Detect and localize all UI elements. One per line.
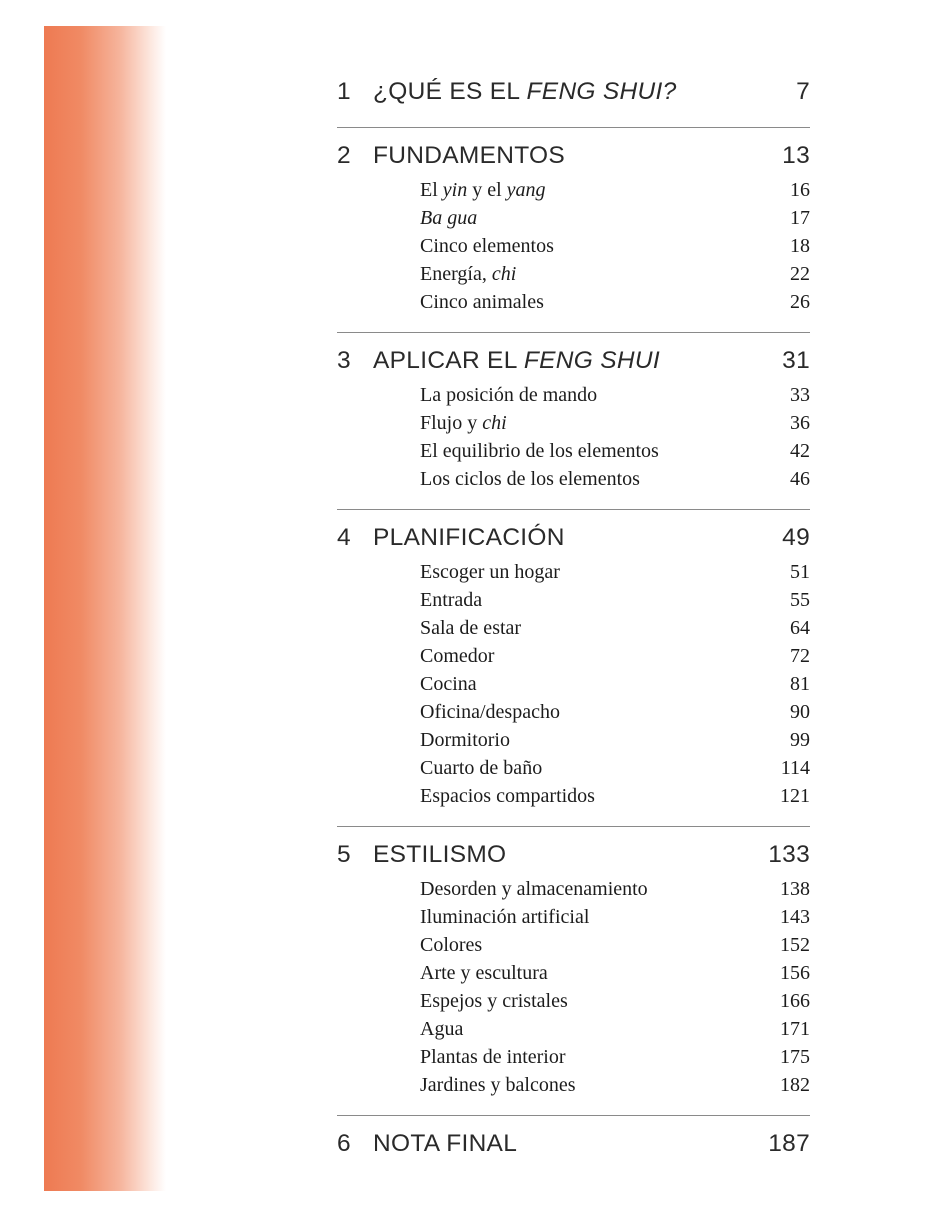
entry-label [420,990,780,1013]
entry-label [420,645,790,668]
entry-label [420,1046,780,1069]
entry-list [337,561,810,813]
entry-page-number: 121 [780,785,810,807]
entry-page-number: 22 [790,263,810,285]
entry-label-text: Arte y escultura [420,962,548,984]
section-number: 1 [337,78,351,105]
section-page-number: 187 [768,1130,810,1157]
entry-page-number: 99 [790,729,810,751]
entry-label [420,589,790,612]
section-title-italic: FENG SHUI [523,347,660,374]
entry-label [420,906,780,929]
entry-label [420,701,790,724]
entry-page-number: 175 [780,1046,810,1068]
entry-page-number: 81 [790,673,810,695]
entry-label [420,785,780,808]
entry-label [420,179,790,202]
entry-label-italic: chi [482,412,507,434]
entry-label [420,934,780,957]
entry-label [420,440,790,463]
entry-page-number: 46 [790,468,810,490]
section-heading[interactable] [337,524,810,560]
entry-label-text: Desorden y almacenamiento [420,878,648,900]
entry-list [337,179,810,319]
entry-list [337,384,810,496]
entry-page-number: 36 [790,412,810,434]
toc-section [337,78,810,128]
section-title [373,347,782,375]
entry-label [420,207,790,230]
entry-page-number: 182 [780,1074,810,1096]
section-number: 5 [337,841,351,868]
section-heading[interactable] [337,1130,810,1166]
toc-entry[interactable] [337,412,810,440]
entry-label-text: El equilibrio de los elementos [420,440,659,462]
section-title-text: ¿QUÉ ES EL [373,78,527,105]
toc-entry[interactable] [337,962,810,990]
toc-entry[interactable] [337,906,810,934]
section-title [373,841,768,869]
entry-label [420,291,790,314]
toc-entry[interactable] [337,561,810,589]
toc-entry[interactable] [337,291,810,319]
entry-label [420,1074,780,1097]
entry-label-text: Jardines y balcones [420,1074,576,1096]
section-page-number: 7 [796,78,810,105]
section-page-number: 13 [782,142,810,169]
section-title [373,1130,768,1158]
toc-entry[interactable] [337,440,810,468]
section-number: 6 [337,1130,351,1157]
entry-label-italic: chi [491,263,517,285]
entry-label-text: Energía, [420,263,492,285]
toc-entry[interactable] [337,934,810,962]
section-title-text: NOTA FINAL [373,1130,518,1157]
entry-label-text: Escoger un hogar [420,561,560,583]
entry-label [420,1018,780,1041]
section-heading[interactable] [337,78,810,114]
toc-section [337,1130,810,1179]
toc-entry[interactable] [337,235,810,263]
entry-label [420,263,790,286]
section-number: 2 [337,142,351,169]
entry-label-text: Los ciclos de los elementos [420,468,640,490]
section-title-text: APLICAR EL [373,347,524,374]
toc-entry[interactable] [337,1046,810,1074]
toc-entry[interactable] [337,729,810,757]
entry-label-text: Espejos y cristales [420,990,568,1012]
entry-list [337,878,810,1102]
toc-entry[interactable] [337,1074,810,1102]
toc-section [337,347,810,510]
entry-label [420,617,790,640]
entry-page-number: 90 [790,701,810,723]
entry-label-text: Oficina/despacho [420,701,560,723]
entry-label-text: Cuarto de baño [420,757,543,779]
toc-entry[interactable] [337,179,810,207]
entry-label-text: y el [467,179,507,201]
entry-label [420,729,790,752]
toc-section [337,841,810,1116]
entry-page-number: 166 [780,990,810,1012]
toc-entry[interactable] [337,701,810,729]
section-number: 4 [337,524,351,551]
toc-entry[interactable] [337,990,810,1018]
section-title-suffix: ? [662,78,677,105]
entry-page-number: 33 [790,384,810,406]
section-title-text: FUNDAMENTOS [373,142,566,169]
section-title-italic: FENG SHUI [526,78,663,105]
entry-label [420,412,790,435]
entry-label-text: Dormitorio [420,729,510,751]
section-page-number: 133 [768,841,810,868]
entry-page-number: 42 [790,440,810,462]
entry-page-number: 156 [780,962,810,984]
entry-page-number: 26 [790,291,810,313]
entry-label [420,561,790,584]
entry-label-text: Cinco animales [420,291,544,313]
entry-label [420,673,790,696]
entry-page-number: 16 [790,179,810,201]
section-heading[interactable] [337,841,810,877]
toc-entry[interactable] [337,468,810,496]
toc-entry[interactable] [337,207,810,235]
entry-label-text: Colores [420,934,483,956]
toc-entry[interactable] [337,589,810,617]
entry-label [420,468,790,491]
entry-label-text: La posición de mando [420,384,598,406]
entry-label-text: El [420,179,443,201]
toc-entry[interactable] [337,757,810,785]
section-heading[interactable] [337,142,810,178]
entry-label-text: Comedor [420,645,495,667]
toc-entry[interactable] [337,673,810,701]
entry-page-number: 138 [780,878,810,900]
entry-page-number: 64 [790,617,810,639]
decorative-gradient-bar [44,26,166,1191]
entry-label [420,878,780,901]
entry-label-text: Entrada [420,589,483,611]
entry-page-number: 17 [790,207,810,229]
entry-label-text: Sala de estar [420,617,522,639]
toc-entry[interactable] [337,1018,810,1046]
entry-label-text: Cocina [420,673,477,695]
entry-page-number: 171 [780,1018,810,1040]
section-title-text: ESTILISMO [373,841,507,868]
toc-entry[interactable] [337,617,810,645]
entry-label-text: Flujo y [420,412,483,434]
entry-page-number: 55 [790,589,810,611]
entry-label-text: Plantas de interior [420,1046,566,1068]
section-heading[interactable] [337,347,810,383]
entry-label [420,962,780,985]
section-title-text: PLANIFICACIÓN [373,524,565,551]
entry-label-italic: yang [506,179,546,201]
entry-page-number: 18 [790,235,810,257]
entry-page-number: 51 [790,561,810,583]
toc-entry[interactable] [337,263,810,291]
entry-label-text: Cinco elementos [420,235,554,257]
entry-label-text: Iluminación artificial [420,906,590,928]
entry-label [420,384,790,407]
entry-label-text: Espacios compartidos [420,785,595,807]
entry-label-italic: Ba gua [420,207,478,229]
entry-label [420,235,790,258]
table-of-contents [337,78,810,1193]
section-title [373,78,796,106]
section-title [373,142,782,170]
toc-entry[interactable] [337,878,810,906]
entry-page-number: 143 [780,906,810,928]
section-page-number: 31 [782,347,810,374]
entry-page-number: 72 [790,645,810,667]
entry-label [420,757,781,780]
toc-entry[interactable] [337,785,810,813]
entry-label-text: Agua [420,1018,464,1040]
section-title [373,524,782,552]
toc-section [337,142,810,333]
toc-entry[interactable] [337,645,810,673]
entry-page-number: 114 [780,757,810,779]
section-page-number: 49 [782,524,810,551]
toc-section [337,524,810,827]
entry-label-italic: yin [442,179,468,201]
toc-entry[interactable] [337,384,810,412]
section-number: 3 [337,347,351,374]
entry-page-number: 152 [780,934,810,956]
